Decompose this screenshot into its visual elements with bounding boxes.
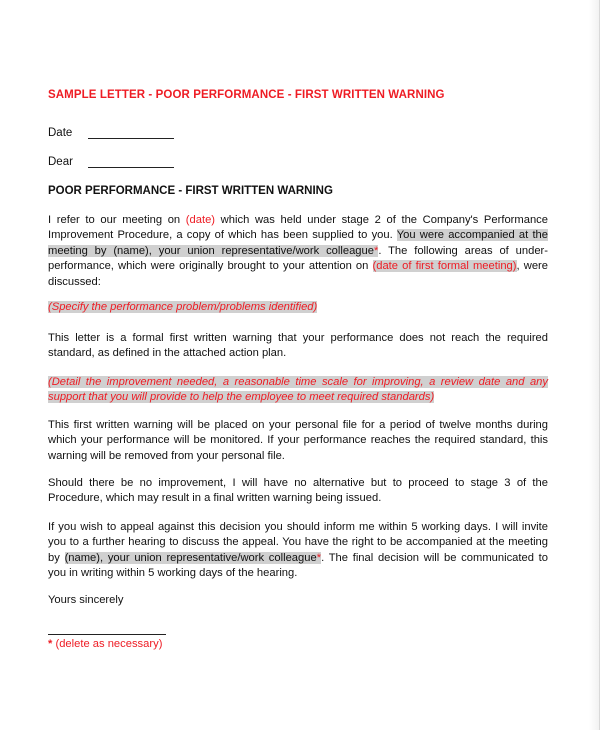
closing-salutation: Yours sincerely [48, 594, 124, 606]
paragraph-meeting-reference [48, 213, 548, 290]
p5-text-a: If you wish to appeal against this decision you should inform me within 5 working days. I will invite you to a further hearing to discuss the appeal. You have the right to be accompanied at the meeting by [48, 521, 548, 564]
p1-text-a: I refer to our meeting on [48, 214, 186, 226]
paragraph-formal-warning: This letter is a formal first written warning that your performance does not reach the required standard, as defined in the attached action plan. [48, 332, 548, 360]
dear-label: Dear [48, 156, 73, 168]
appeal-companion-text: (name), your union representative/work colleague [64, 551, 317, 564]
accompanied-text: You were accompanied at the meeting by (name), your union representative/work colleague [48, 229, 548, 257]
dear-field-line[interactable] [88, 156, 174, 168]
footnote [48, 638, 162, 650]
first-meeting-placeholder: (date of first formal meeting) [372, 260, 517, 273]
p5-text-b: . The final decision will be communicated to you in writing within 5 working days of the hearing. [48, 551, 549, 580]
p1-text-c: . The following areas of under-performance, which were originally brought to your attention on [48, 244, 548, 273]
date-placeholder: (date) [185, 214, 216, 226]
detail-instruction-text: (Detail the improvement needed, a reasonable time scale for improving, a review date and any support that you will provide to help the employee to meet required standards) [48, 376, 548, 404]
footnote-text: (delete as necessary) [52, 638, 163, 650]
paragraph-appeal [48, 520, 548, 582]
specify-instruction [48, 301, 317, 313]
appeal-asterisk-marker: * [316, 551, 322, 564]
paragraph-no-improvement: Should there be no improvement, I will have no alternative but to proceed to stage 3 of the Procedure, which may result in a final written warning being issued. [48, 477, 548, 505]
date-field-line[interactable] [88, 127, 174, 139]
signature-line[interactable] [48, 634, 166, 635]
paragraph-monitoring: This first written warning will be placed on your personal file for a period of twelve months during which your performance will be monitored. If your performance reaches the required standard, this warning will be removed from your personal file. [48, 419, 548, 462]
date-label: Date [48, 127, 73, 139]
p1-text-b: which was held under stage 2 of the Company's Performance Improvement Procedure, a copy of which has been supplied to you. [48, 214, 548, 242]
specify-instruction-text: (Specify the performance problem/problems identified) [48, 301, 318, 313]
appeal-companion-highlight [65, 552, 322, 564]
footnote-asterisk: * [48, 638, 53, 650]
letter-heading: POOR PERFORMANCE - FIRST WRITTEN WARNING [48, 185, 333, 197]
letter-title: SAMPLE LETTER - POOR PERFORMANCE - FIRST WRITTEN WARNING [48, 89, 445, 101]
p1-text-d: , were discussed: [48, 260, 548, 288]
asterisk-marker: * [373, 244, 379, 257]
detail-instruction [48, 375, 548, 406]
